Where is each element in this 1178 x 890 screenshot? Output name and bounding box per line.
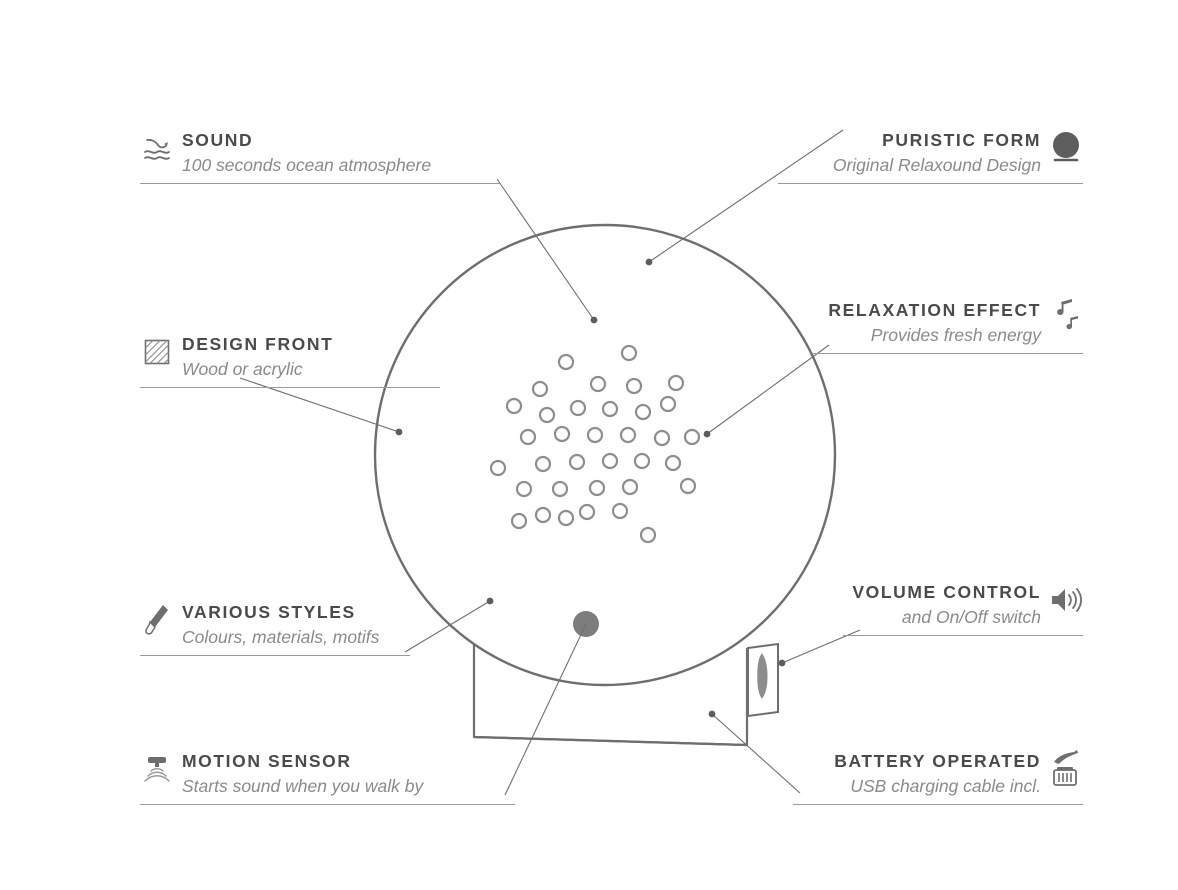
- label-underline: [793, 804, 1083, 805]
- label-subtitle: Starts sound when you walk by: [182, 775, 424, 796]
- label-subtitle: Original Relaxound Design: [832, 154, 1041, 175]
- label-underline: [140, 387, 440, 388]
- label-underline: [778, 183, 1083, 184]
- label-subtitle: and On/Off switch: [901, 606, 1041, 627]
- label-title: VOLUME CONTROL: [852, 582, 1041, 602]
- label-relaxation-effect[interactable]: [813, 298, 1083, 354]
- label-title: VARIOUS STYLES: [182, 602, 356, 622]
- hatched-square-icon: [140, 332, 174, 372]
- label-volume-control[interactable]: [843, 580, 1083, 636]
- wave-bird-icon: [140, 128, 174, 168]
- music-notes-icon: [1049, 298, 1083, 338]
- motion-sensor-icon: [140, 749, 174, 789]
- label-puristic-form[interactable]: [778, 128, 1083, 184]
- label-underline: [140, 655, 410, 656]
- label-subtitle: 100 seconds ocean atmosphere: [182, 154, 432, 175]
- label-title: RELAXATION EFFECT: [828, 300, 1041, 320]
- label-title: DESIGN FRONT: [182, 334, 334, 354]
- label-title: SOUND: [182, 130, 254, 150]
- label-subtitle: Provides fresh energy: [870, 324, 1041, 345]
- label-sound[interactable]: [140, 128, 500, 184]
- speaker-volume-icon: [1049, 580, 1083, 620]
- volume-switch-slot: [748, 644, 778, 716]
- label-underline: [140, 804, 515, 805]
- label-various-styles[interactable]: [140, 600, 410, 656]
- battery-plug-icon: [1049, 749, 1083, 789]
- label-title: MOTION SENSOR: [182, 751, 352, 771]
- label-motion-sensor[interactable]: [140, 749, 515, 805]
- paintbrush-icon: [140, 600, 174, 640]
- filled-circle-icon: [1049, 128, 1083, 168]
- label-title: PURISTIC FORM: [882, 130, 1041, 150]
- label-underline: [140, 183, 500, 184]
- label-subtitle: USB charging cable incl.: [850, 775, 1041, 796]
- label-title: BATTERY OPERATED: [834, 751, 1041, 771]
- label-subtitle: Colours, materials, motifs: [182, 626, 380, 647]
- label-underline: [813, 353, 1083, 354]
- label-battery-operated[interactable]: [793, 749, 1083, 805]
- label-underline: [843, 635, 1083, 636]
- label-subtitle: Wood or acrylic: [182, 358, 303, 379]
- label-design-front[interactable]: [140, 332, 440, 388]
